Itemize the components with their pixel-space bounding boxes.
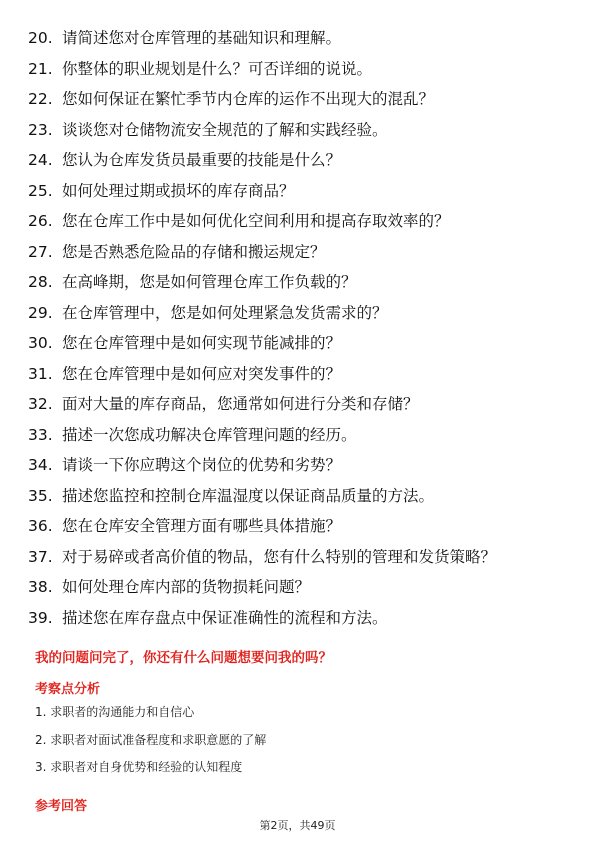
reference-title: 参考回答 bbox=[35, 799, 88, 814]
question-text: 您在仓库管理中是如何实现节能减排的？ bbox=[62, 334, 342, 352]
question-number: 26. bbox=[28, 212, 53, 230]
question-text: 在仓库管理中，您是如何处理紧急发货需求的？ bbox=[62, 303, 388, 322]
question-text: 您如何保证在繁忙季节内仓库的运作不出现大的混乱？ bbox=[62, 90, 435, 108]
question-number: 25. bbox=[28, 181, 53, 200]
question-text: 您在仓库安全管理方面有哪些具体措施？ bbox=[62, 517, 342, 535]
question-text: 描述您在库存盘点中保证准确性的流程和方法。 bbox=[62, 608, 388, 627]
question-text: 面对大量的库存商品，您通常如何进行分类和存储？ bbox=[62, 395, 419, 413]
question-item bbox=[28, 241, 573, 272]
question-item bbox=[28, 515, 573, 546]
question-text: 请谈一下你应聘这个岗位的优势和劣势？ bbox=[62, 456, 342, 474]
question-number: 24. bbox=[28, 151, 53, 169]
question-number: 28. bbox=[28, 273, 53, 291]
question-number: 27. bbox=[28, 242, 53, 261]
question-item bbox=[28, 576, 573, 607]
question-item bbox=[28, 454, 573, 485]
question-number: 39. bbox=[28, 608, 53, 627]
question-text: 您在仓库工作中是如何优化空间利用和提高存取效率的？ bbox=[62, 212, 450, 230]
analysis-list bbox=[35, 703, 266, 786]
question-item bbox=[28, 424, 573, 455]
question-text: 谈谈您对仓储物流安全规范的了解和实践经验。 bbox=[62, 120, 388, 139]
question-number: 37. bbox=[28, 547, 53, 566]
question-item bbox=[28, 271, 573, 302]
analysis-item: 1. 求职者的沟通能力和自信心 bbox=[35, 705, 195, 719]
question-item bbox=[28, 180, 573, 211]
question-text: 在高峰期，您是如何管理仓库工作负载的？ bbox=[62, 273, 357, 291]
analysis-title: 考察点分析 bbox=[35, 682, 101, 697]
question-text: 你整体的职业规划是什么？可否详细的说说。 bbox=[62, 59, 373, 78]
question-text: 如何处理仓库内部的货物损耗问题？ bbox=[62, 578, 311, 596]
question-item bbox=[28, 88, 573, 119]
question-item bbox=[28, 332, 573, 363]
question-list bbox=[28, 27, 573, 637]
analysis-item: 3. 求职者对自身优势和经验的认知程度 bbox=[35, 760, 243, 774]
question-text: 如何处理过期或损坏的库存商品？ bbox=[62, 181, 295, 200]
question-text: 您在仓库管理中是如何应对突发事件的？ bbox=[62, 364, 342, 383]
question-item bbox=[28, 607, 573, 638]
closing-question: 我的问题问完了，你还有什么问题想要问我的吗？ bbox=[35, 650, 332, 666]
question-item bbox=[28, 485, 573, 516]
question-number: 21. bbox=[28, 59, 53, 78]
question-number: 32. bbox=[28, 395, 53, 413]
question-text: 描述您监控和控制仓库温湿度以保证商品质量的方法。 bbox=[62, 486, 435, 505]
question-text: 对于易碎或者高价值的物品，您有什么特别的管理和发货策略？ bbox=[62, 547, 497, 566]
question-number: 23. bbox=[28, 120, 53, 139]
question-item bbox=[28, 210, 573, 241]
question-item bbox=[28, 363, 573, 394]
question-text: 您是否熟悉危险品的存储和搬运规定？ bbox=[62, 242, 326, 261]
question-number: 30. bbox=[28, 334, 53, 352]
question-item bbox=[28, 27, 573, 58]
question-item bbox=[28, 149, 573, 180]
question-number: 33. bbox=[28, 425, 53, 444]
question-number: 36. bbox=[28, 517, 53, 535]
question-item bbox=[28, 302, 573, 333]
question-text: 描述一次您成功解决仓库管理问题的经历。 bbox=[62, 425, 357, 444]
question-number: 20. bbox=[28, 29, 53, 47]
question-number: 34. bbox=[28, 456, 53, 474]
question-number: 22. bbox=[28, 90, 53, 108]
question-item bbox=[28, 393, 573, 424]
question-number: 29. bbox=[28, 303, 53, 322]
question-item bbox=[28, 119, 573, 150]
question-number: 31. bbox=[28, 364, 53, 383]
question-text: 请简述您对仓库管理的基础知识和理解。 bbox=[62, 29, 342, 47]
analysis-item: 2. 求职者对面试准备程度和求职意愿的了解 bbox=[35, 732, 267, 747]
question-item bbox=[28, 58, 573, 89]
question-number: 38. bbox=[28, 578, 53, 596]
question-number: 35. bbox=[28, 486, 53, 505]
question-item bbox=[28, 546, 573, 577]
question-text: 您认为仓库发货员最重要的技能是什么？ bbox=[62, 151, 342, 169]
page-footer: 第2页，共49页 bbox=[259, 819, 336, 832]
